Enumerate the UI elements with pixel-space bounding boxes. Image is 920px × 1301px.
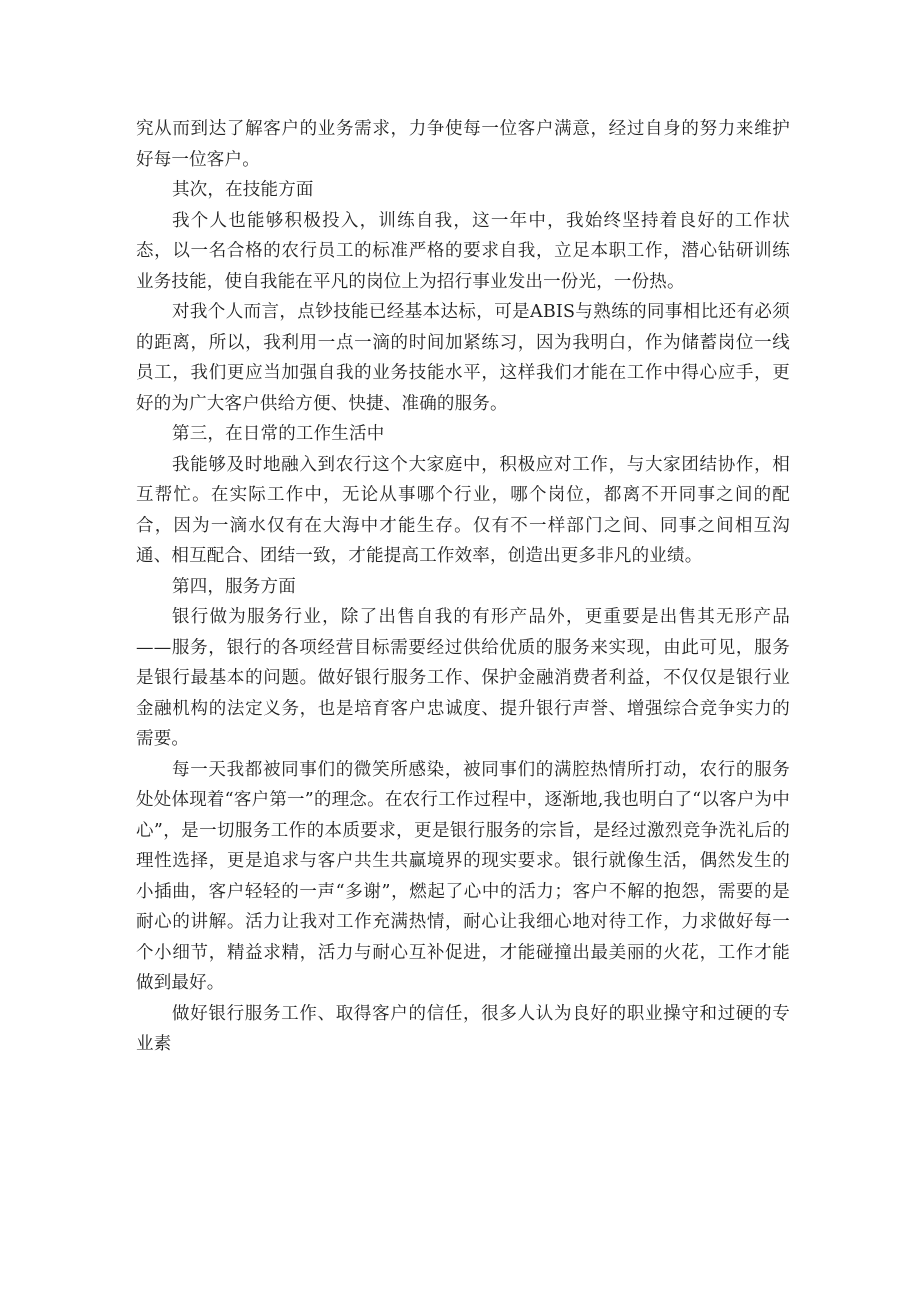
section-heading-service: 第四，服务方面: [172, 576, 296, 597]
paragraph-service-colleagues: 每一天我都被同事们的微笑所感染，被同事们的满腔热情所打动，农行的服务处处体现着“客户第一”的理念。在农行工作过程中，逐渐地,我也明白了“以客户为中心”，是一切服务工作的本质要求，更是银行服务的宗旨，是经过激烈竞争洗礼后的理性选择，更是追求与客户共生共赢境界的现实要求。银行就像生活，偶然发生的小插曲，客户轻轻的一声“多谢”，燃起了心中的活力；客户不解的抱怨，需要的是耐心的讲解。活力让我对工作充满热情，耐心让我细心地对待工作，力求做好每一个小细节，精益求精，活力与耐心互补促进，才能碰撞出最美丽的火花，工作才能做到最好。: [136, 759, 790, 993]
paragraph-skills-training: 我个人也能够积极投入，训练自我，这一年中，我始终坚持着良好的工作状态，以一名合格的农行员工的标准严格的要求自我，立足本职工作，潜心钻研训练业务技能，使自我能在平凡的岗位上为招行事业发出一份光，一份热。: [136, 210, 790, 292]
paragraph-skills-counting: 对我个人而言，点钞技能已经基本达标，可是ABIS与熟练的同事相比还有必须的距离，所以，我利用一点一滴的时间加紧练习，因为我明白，作为储蓄岗位一线员工，我们更应当加强自我的业务技能水平，这样我们才能在工作中得心应手，更好的为广大客户供给方便、快捷、准确的服务。: [136, 302, 790, 414]
section-heading-daily-work: 第三，在日常的工作生活中: [172, 424, 385, 444]
paragraph-service-industry: 银行做为服务行业，除了出售自我的有形产品外，更重要是出售其无形产品——服务，银行的各项经营目标需要经过供给优质的服务来实现，由此可见，服务是银行最基本的问题。做好银行服务工作、保护金融消费者利益，不仅仅是银行业金融机构的法定义务，也是培育客户忠诚度、提升银行声誉、增强综合竞争实力的需要。: [136, 607, 790, 749]
document-body: [136, 114, 790, 1060]
paragraph-service-trust: 做好银行服务工作、取得客户的信任，很多人认为良好的职业操守和过硬的专业素: [136, 1003, 790, 1054]
section-heading-skills: 其次，在技能方面: [172, 180, 314, 200]
paragraph-continuation: 究从而到达了解客户的业务需求，力争使每一位客户满意，经过自身的努力来维护好每一位客户。: [136, 119, 790, 170]
paragraph-daily-work: 我能够及时地融入到农行这个大家庭中，积极应对工作，与大家团结协作，相互帮忙。在实际工作中，无论从事哪个行业，哪个岗位，都离不开同事之间的配合，因为一滴水仅有在大海中才能生存。仅有不一样部门之间、同事之间相互沟通、相互配合、团结一致，才能提高工作效率，创造出更多非凡的业绩。: [136, 454, 790, 566]
